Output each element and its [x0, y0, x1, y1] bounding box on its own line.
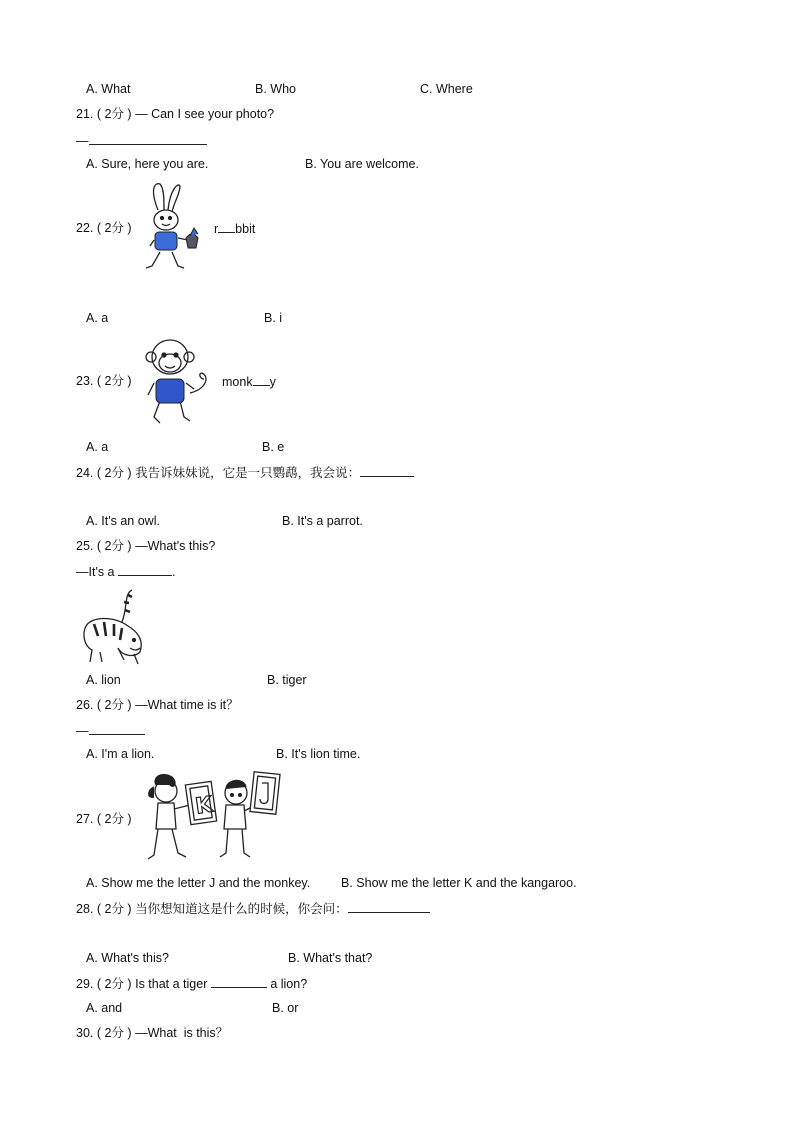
- q27-option-b: B. Show me the letter K and the kangaroo.: [341, 876, 577, 890]
- monkey-icon: [140, 333, 214, 429]
- q29-option-b: B. or: [272, 1001, 299, 1015]
- q29-option-a: A. and: [86, 1001, 123, 1015]
- q27-number: 27.: [76, 812, 94, 826]
- q29-stem: [76, 975, 307, 992]
- q26-score: ( 2分 ): [96, 698, 132, 712]
- q21-option-b: B. You are welcome.: [305, 157, 419, 171]
- q21-stem: [76, 106, 274, 122]
- q26-number: 26.: [76, 698, 94, 712]
- q25-option-b: B. tiger: [267, 673, 307, 687]
- q24-stem: [76, 464, 414, 481]
- q24-blank[interactable]: [360, 464, 414, 477]
- q22-score: ( 2分 ): [96, 221, 132, 235]
- q23-word-end: y: [269, 375, 276, 389]
- q29-score: ( 2分 ): [96, 977, 132, 991]
- q23-blank[interactable]: [253, 373, 270, 386]
- q28-number: 28.: [76, 902, 94, 916]
- q28-option-a: A. What's this?: [86, 951, 169, 965]
- q26-blank[interactable]: [89, 722, 145, 735]
- children-holding-letter-cards-icon: [144, 769, 284, 865]
- q22-word-end: bbit: [235, 222, 256, 236]
- q23-option-b: B. e: [262, 440, 285, 454]
- q22-word-start: r: [214, 222, 219, 236]
- q27-score: ( 2分 ): [96, 812, 132, 826]
- q27-stem: [76, 811, 132, 827]
- q24-option-b: B. It's a parrot.: [282, 514, 363, 528]
- q24-number: 24.: [76, 466, 94, 480]
- q22-word: [214, 220, 255, 237]
- q25-number: 25.: [76, 539, 94, 553]
- q28-question: 当你想知道这是什么的时候，你会问：: [135, 902, 348, 916]
- q23-stem: [76, 373, 132, 389]
- q21-number: 21.: [76, 107, 94, 121]
- q30-stem: [76, 1025, 228, 1041]
- q21-option-a: A. Sure, here you are.: [86, 157, 209, 171]
- q30-number: 30.: [76, 1026, 94, 1040]
- q24-question: 我告诉妹妹说，它是一只鹦鹉，我会说：: [135, 466, 361, 480]
- q25-answer-end: .: [172, 565, 176, 579]
- q23-word-start: monk: [222, 375, 253, 389]
- q22-option-a: A. a: [86, 311, 109, 325]
- q21-blank[interactable]: [89, 132, 207, 145]
- q25-answer-line: [76, 563, 175, 580]
- q22-blank[interactable]: [218, 220, 235, 233]
- q28-blank[interactable]: [348, 900, 430, 913]
- q22-option-b: B. i: [264, 311, 283, 325]
- q21-question: — Can I see your photo?: [135, 107, 275, 121]
- q25-answer-start: —It's a: [76, 565, 115, 579]
- q29-question-start: Is that a tiger: [135, 977, 208, 991]
- q20-option-c: C. Where: [420, 82, 473, 96]
- q22-stem: [76, 220, 132, 236]
- q29-number: 29.: [76, 977, 94, 991]
- q23-number: 23.: [76, 374, 94, 388]
- tiger-icon: [78, 586, 152, 666]
- q24-option-a: A. It's an owl.: [86, 514, 160, 528]
- q23-option-a: A. a: [86, 440, 109, 454]
- q22-number: 22.: [76, 221, 94, 235]
- q30-question: —What is this？: [135, 1026, 229, 1040]
- q30-score: ( 2分 ): [96, 1026, 132, 1040]
- q20-option-b: B. Who: [255, 82, 296, 96]
- q25-blank[interactable]: [118, 563, 172, 576]
- q24-score: ( 2分 ): [96, 466, 132, 480]
- q23-score: ( 2分 ): [96, 374, 132, 388]
- q29-blank[interactable]: [211, 975, 267, 988]
- q26-question: —What time is it？: [135, 698, 239, 712]
- q21-dash: —: [76, 134, 89, 148]
- q29-question-end: a lion?: [270, 977, 308, 991]
- letter-card-k: K: [193, 792, 215, 820]
- q23-word: [222, 373, 276, 390]
- q25-stem: [76, 538, 215, 554]
- q26-stem: [76, 697, 239, 713]
- rabbit-icon: [140, 180, 210, 275]
- q20-option-a: A. What: [86, 82, 131, 96]
- q28-stem: [76, 900, 430, 917]
- q21-answer-line: [76, 132, 207, 149]
- q21-score: ( 2分 ): [96, 107, 132, 121]
- q27-option-a: A. Show me the letter J and the monkey.: [86, 876, 311, 890]
- q26-dash: —: [76, 724, 89, 738]
- q26-answer-line: [76, 722, 145, 739]
- q26-option-b: B. It's lion time.: [276, 747, 361, 761]
- q28-option-b: B. What's that?: [288, 951, 373, 965]
- q25-question: —What's this?: [135, 539, 216, 553]
- q28-score: ( 2分 ): [96, 902, 132, 916]
- q25-option-a: A. lion: [86, 673, 121, 687]
- q25-score: ( 2分 ): [96, 539, 132, 553]
- q26-option-a: A. I'm a lion.: [86, 747, 155, 761]
